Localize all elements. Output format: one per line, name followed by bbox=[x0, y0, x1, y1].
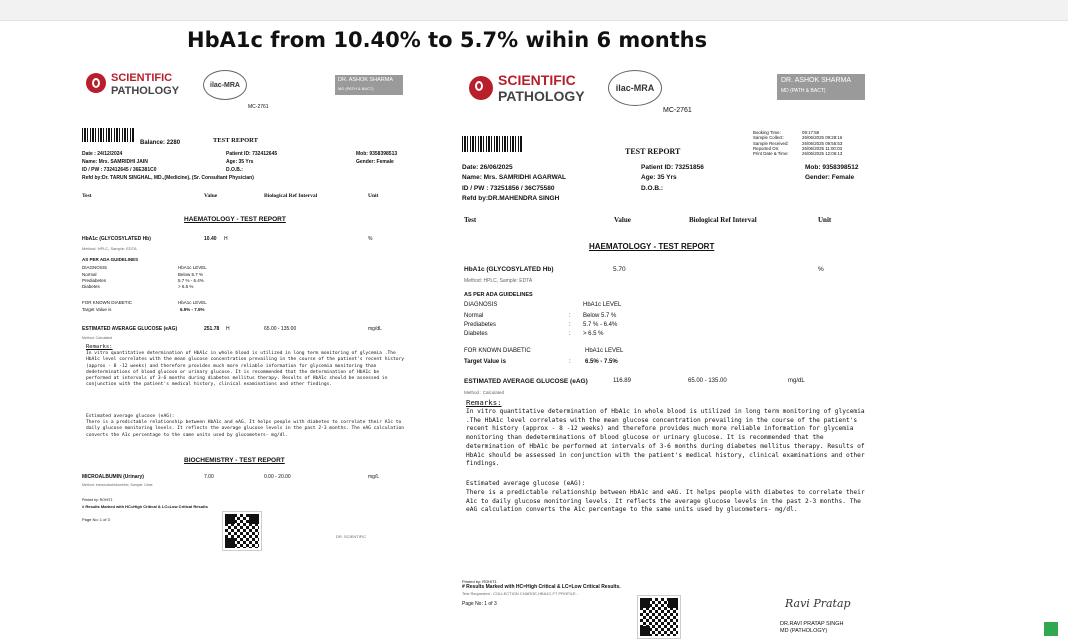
timing-label: Booking Time: bbox=[753, 130, 781, 135]
diag-normal-label: Normal bbox=[82, 272, 97, 277]
patient-name: Name: Mrs. SAMRIDHI AGARWAL bbox=[462, 174, 567, 181]
eag-info-head: Estimated average glucose (eAG): bbox=[466, 480, 586, 487]
signatory-name: DR.RAVI PRATAP SINGH bbox=[780, 621, 844, 627]
logo-line1: SCIENTIFIC bbox=[111, 72, 173, 84]
microalbumin-test-name: MICROALBUMIN (Urinary) bbox=[82, 474, 144, 480]
timing-value: 26/06/2025 12:06:13 bbox=[802, 151, 843, 157]
doctor-header-name: DR. ASHOK SHARMA bbox=[781, 77, 852, 84]
eag-method: Method: Calculated bbox=[82, 336, 113, 340]
microalbumin-ref: 0.00 - 20.00 bbox=[264, 474, 291, 480]
eag-ref: 65.00 - 135.00 bbox=[688, 378, 727, 384]
signatory-quals: MD (PATHOLOGY) bbox=[780, 628, 828, 634]
report-date: Date: 26/06/2025 bbox=[462, 164, 513, 171]
cert-number: MC-2761 bbox=[663, 107, 692, 114]
timing-label: Reported On: bbox=[753, 145, 780, 151]
ilac-mra-logo: ilac-MRA bbox=[203, 70, 247, 100]
hba1c-test-name: HbA1c (GLYCOSYLATED Hb) bbox=[464, 266, 554, 273]
logo-line2: PATHOLOGY bbox=[498, 88, 585, 104]
printed-by: Printed by: ROHIT1 bbox=[462, 579, 497, 584]
eag-info-text: There is a predictable relationship between HbA1c and eAG. It helps people with diabetes to correlate their A1c to daily glucose monitoring levels. It reflects the average glucose levels in the past 2-3 months. The eAG calculation converts the A1c percentage to the same units used by glucometers- mg/dl. bbox=[466, 489, 865, 514]
report-date: Date : 24/12/2024 bbox=[82, 151, 123, 157]
id-pw: ID / PW : 73251856 / 36C75580 bbox=[462, 185, 555, 192]
target-value: 6.5% - 7.5% bbox=[585, 359, 618, 365]
page-number: Page No: 1 of 3 bbox=[462, 601, 497, 607]
barcode bbox=[462, 136, 522, 152]
hba1c-unit: % bbox=[818, 266, 824, 273]
section-haematology: HAEMATOLOGY - TEST REPORT bbox=[589, 242, 715, 251]
doctor-header-quals: MD (PATH & BACT) bbox=[338, 86, 374, 91]
hba1c-flag: H bbox=[224, 236, 228, 242]
printed-by: Printed by: ROHIT1 bbox=[82, 498, 113, 502]
ada-guidelines: AS PER ADA GUIDELINES bbox=[464, 292, 533, 298]
qr-code bbox=[638, 596, 680, 638]
doctor-header-box bbox=[335, 75, 403, 95]
colon-separator: : bbox=[569, 359, 571, 365]
hba1c-method: Method: HPLC, Sample: EDTA bbox=[464, 278, 533, 284]
level-head: HbA1c LEVEL bbox=[583, 302, 622, 308]
remarks-head: Remarks: bbox=[86, 344, 113, 350]
remarks-head: Remarks: bbox=[466, 398, 502, 407]
remarks-text: In vitro quantitative determination of HbA1c in whole blood is utilized in long term monitoring of glycemia .The HbA1c level correlates with the mean glucose concentration prevailing in the course of the patient's recent history (approx - 8 -12 weeks) and therefore provides much more reliable information for glycemia monitoring than dedeterminations of blood glucose or urinary glucose. It is recommended that the determination of HbA1c be performed at intervals of 3-6 months during diabetes mellitus therapy. Results of HbA1c should be assessed in conjunction with the patient's medical history, clinical examinations and other findings. bbox=[466, 408, 865, 468]
microalbumin-method: Method: Immunoturbidometric, Sample: Urine bbox=[82, 483, 153, 487]
col-unit: Unit bbox=[368, 193, 379, 199]
report-title: TEST REPORT bbox=[625, 147, 681, 156]
col-test: Test bbox=[82, 193, 92, 199]
mobile-number: Mob: 9358398513 bbox=[356, 151, 398, 157]
id-pw: ID / PW : 732412645 / 36E381C0 bbox=[82, 167, 157, 173]
timing-label: Sample Collect: bbox=[753, 135, 784, 141]
diag-normal-value: Below 5.7 % bbox=[178, 272, 204, 277]
report-title: TEST REPORT bbox=[213, 137, 258, 144]
patient-dob: D.O.B.: bbox=[226, 167, 243, 173]
target-label: Target Value is bbox=[82, 307, 112, 312]
level-head: HbA1c LEVEL bbox=[178, 265, 207, 270]
hba1c-method: Method: HPLC, Sample: EDTA bbox=[82, 246, 137, 251]
microalbumin-unit: mg/L bbox=[368, 474, 380, 480]
eag-ref: 65.00 - 135.00 bbox=[264, 326, 297, 332]
diag-prediabetes-label: Prediabetes bbox=[464, 322, 497, 328]
eag-flag: H bbox=[226, 326, 230, 332]
patient-age: Age: 35 Yrs bbox=[641, 174, 677, 181]
patient-name: Name: Mrs. SAMRIDHI JAIN bbox=[82, 159, 148, 165]
doctor-header-box bbox=[777, 74, 865, 100]
eag-method: Method : Calculated bbox=[464, 390, 505, 395]
section-haematology: HAEMATOLOGY - TEST REPORT bbox=[184, 216, 286, 223]
hba1c-value: 10.40 bbox=[204, 236, 217, 242]
scientific-pathology-logo-icon bbox=[86, 73, 106, 93]
timing-label: Print Date & Time: bbox=[753, 151, 789, 157]
page-headline: HbA1c from 10.40% to 5.7% wihin 6 months bbox=[187, 28, 708, 52]
remarks-text: In vitro quantitative determination of HbA1c in whole blood is utilized in long term monitoring of glycemia .The HbA1c level correlates with the mean glucose concentration prevailing in the course of the patient's recent history (approx - 8 -12 weeks) and therefore provides much more reliable information for glycemia monitoring than dedeterminations of blood glucose or urinary glucose. It is recommended that the determination of HbA1c be performed at intervals of 3-6 months during diabetes mellitus therapy. Results of HbA1c should be assessed in conjunction with the patient's medical history, clinical examinations and other findings. bbox=[86, 351, 405, 388]
diag-prediabetes-value: 5.7 % - 6.4% bbox=[178, 278, 204, 283]
col-value: Value bbox=[614, 216, 631, 224]
logo-line1: SCIENTIFIC bbox=[498, 72, 576, 88]
hba1c-unit: % bbox=[368, 236, 373, 242]
eag-unit: mg/dL bbox=[368, 326, 382, 332]
microalbumin-value: 7.00 bbox=[204, 474, 214, 480]
results-note: # Results Marked with HC=High Critical & LC=Low Critical Results. bbox=[462, 584, 621, 590]
cert-number: MC-2761 bbox=[248, 104, 269, 110]
known-diabetic-head: FOR KNOWN DIABETIC bbox=[464, 348, 531, 354]
col-ref: Biological Ref Interval bbox=[264, 193, 318, 199]
known-level-head: HbA1c LEVEL bbox=[178, 300, 207, 305]
hba1c-test-name: HbA1c (GLYCOSYLATED Hb) bbox=[82, 236, 151, 242]
timing-value: 26/06/2025 11:00:03 bbox=[802, 145, 842, 151]
signature: Ravi Pratap bbox=[785, 597, 851, 610]
col-ref: Biological Ref Interval bbox=[689, 216, 757, 224]
diag-prediabetes-label: Prediabetes bbox=[82, 278, 107, 283]
diag-normal-label: Normal bbox=[464, 313, 484, 319]
eag-unit: mg/dL bbox=[788, 378, 805, 384]
timing-value: 09:17:58 bbox=[802, 130, 820, 135]
hba1c-value: 5.70 bbox=[613, 266, 626, 273]
diagnosis-head: DIAGNOSIS bbox=[82, 265, 108, 270]
patient-gender: Gender: Female bbox=[356, 159, 394, 165]
balance-text: Balance: 2280 bbox=[140, 140, 181, 146]
test-requested: Test Requested : COLLECTION CHARGE,HBA1C,FT PROFILE - bbox=[462, 591, 578, 596]
results-note: # Results Marked with HC=High Critical & LC=Low Critical Results bbox=[82, 504, 208, 509]
referred-by: Refd by:Dr. TARUN SINGHAL, MD.,(Medicine), (Sr. Consultant Physician) bbox=[82, 175, 254, 181]
timing-value: 26/06/2025 09:28:16 bbox=[802, 135, 843, 141]
eag-test-name: ESTIMATED AVERAGE GLUCOSE (eAG) bbox=[464, 378, 588, 385]
barcode bbox=[82, 128, 134, 142]
diag-diabetes-value: > 6.5 % bbox=[178, 284, 194, 289]
doctor-header-quals: MD (PATH & BACT) bbox=[781, 88, 826, 94]
diag-normal-value: Below 5.7 % bbox=[583, 313, 617, 319]
timing-value: 26/06/2025 09:55:53 bbox=[802, 140, 843, 146]
section-biochemistry: BIOCHEMISTRY - TEST REPORT bbox=[184, 457, 285, 464]
page-number: Page No: 1 of 3 bbox=[82, 517, 110, 522]
signatory-text: DR. SCIENTIFIC bbox=[336, 534, 367, 539]
browser-top-bar bbox=[0, 0, 1068, 21]
col-value: Value bbox=[204, 193, 218, 199]
scientific-pathology-logo-icon bbox=[469, 76, 493, 100]
known-level-head: HbA1c LEVEL bbox=[585, 348, 624, 354]
patient-age: Age: 35 Yrs bbox=[226, 159, 254, 165]
patient-gender: Gender: Female bbox=[805, 174, 855, 181]
known-diabetic-head: FOR KNOWN DIABETIC bbox=[82, 300, 133, 305]
patient-id: Patient ID: 73251856 bbox=[641, 164, 704, 171]
logo-line2: PATHOLOGY bbox=[111, 85, 180, 97]
diag-diabetes-value: > 6.5 % bbox=[583, 331, 604, 337]
eag-value: 116.89 bbox=[613, 378, 631, 384]
colon-separator: : bbox=[569, 313, 571, 319]
colon-separator: : bbox=[569, 331, 571, 337]
doctor-header-name: DR. ASHOK SHARMA bbox=[338, 77, 394, 83]
qr-code bbox=[223, 512, 261, 550]
eag-test-name: ESTIMATED AVERAGE GLUCOSE (eAG) bbox=[82, 326, 178, 332]
diag-prediabetes-value: 5.7 % - 6.4% bbox=[583, 322, 618, 328]
patient-dob: D.O.B.: bbox=[641, 185, 664, 192]
mobile-number: Mob: 9358398512 bbox=[805, 164, 859, 171]
ada-guidelines: AS PER ADA GUIDELINES bbox=[82, 257, 139, 262]
patient-id: Patient ID: 732412645 bbox=[226, 151, 278, 157]
colon-separator: : bbox=[569, 322, 571, 328]
col-unit: Unit bbox=[818, 216, 832, 224]
col-test: Test bbox=[464, 216, 477, 224]
target-label: Target Value is bbox=[464, 359, 506, 365]
referred-by: Refd by:DR.MAHENDRA SINGH bbox=[462, 195, 560, 202]
ilac-mra-logo: ilac-MRA bbox=[608, 70, 662, 106]
eag-value: 251.78 bbox=[204, 326, 220, 332]
timing-label: Sample Received: bbox=[753, 140, 789, 146]
target-value: 6.5% - 7.5% bbox=[180, 307, 205, 312]
status-indicator bbox=[1044, 622, 1058, 636]
diag-diabetes-label: Diabetes bbox=[464, 331, 488, 337]
eag-info-head: Estimated average glucose (eAG): bbox=[86, 414, 175, 419]
diagnosis-head: DIAGNOSIS bbox=[464, 302, 498, 308]
eag-info-text: There is a predictable relationship between HbA1c and eAG. It helps people with diabetes to correlate their A1c to daily glucose monitoring levels. It reflects the average glucose levels in the past 2-3 months. The eAG calculation converts the A1c percentage to the same units used by glucometers- mg/dl. bbox=[86, 420, 405, 438]
report-june-2025 bbox=[455, 64, 875, 640]
report-december-2024 bbox=[78, 64, 418, 630]
diag-diabetes-label: Diabetes bbox=[82, 284, 100, 289]
